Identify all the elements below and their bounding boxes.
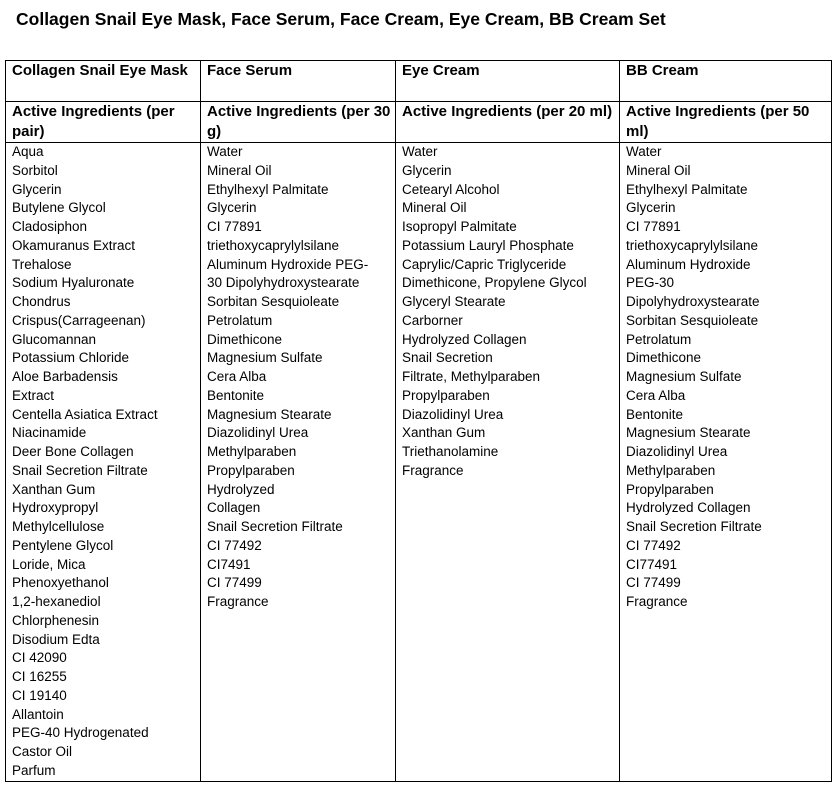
ingredient-item: Sodium Hyaluronate: [12, 275, 135, 291]
ingredient-item: Collagen: [207, 500, 261, 516]
ingredient-item: Xanthan Gum: [12, 481, 96, 497]
ingredient-item: Diazolidinyl Urea: [626, 444, 728, 459]
page-title: Collagen Snail Eye Mask, Face Serum, Face Cream, Eye Cream, BB Cream Set: [16, 9, 666, 29]
ingredient-item: Magnesium Stearate: [626, 425, 751, 441]
ingredient-item: triethoxycaprylylsilane: [207, 237, 340, 253]
ingredient-list-bb-cream: [620, 143, 832, 782]
ingredient-item: PEG-40 Hydrogenated: [12, 725, 149, 741]
ingredient-item: Deer Bone Collagen: [12, 444, 134, 459]
ingredient-item: Magnesium Sulfate: [626, 369, 742, 384]
ingredient-item: 1,2-hexanediol: [12, 594, 101, 609]
ingredient-item: Snail Secretion: [402, 350, 493, 366]
ingredient-item: CI 77891: [626, 219, 681, 234]
ingredient-item: Xanthan Gum: [402, 425, 486, 441]
ingredient-item: Glyceryl Stearate: [402, 294, 506, 309]
ingredient-item: Cera Alba: [626, 387, 686, 403]
ingredient-item: Methylcellulose: [12, 519, 105, 534]
ingredient-item: Butylene Glycol: [12, 200, 106, 216]
ingredient-item: CI 16255: [12, 669, 67, 684]
product-name-cell: Collagen Snail Eye Mask: [6, 61, 201, 102]
ingredient-item: Methylparaben: [207, 444, 297, 459]
ingredient-list-eye-mask: [6, 143, 201, 782]
ingredient-item: Cladosiphon: [12, 219, 88, 234]
ingredient-item: Snail Secretion Filtrate: [12, 462, 148, 478]
ingredient-item: Fragrance: [207, 594, 269, 609]
ingredients-header-row: [6, 102, 832, 143]
ingredient-item: Fragrance: [626, 594, 688, 609]
ingredients-header-cell: Active Ingredients (per pair): [6, 102, 201, 143]
ingredient-item: CI 42090: [12, 650, 67, 666]
ingredient-item: Allantoin: [12, 706, 64, 722]
ingredient-item: Mineral Oil: [402, 200, 467, 216]
ingredient-item: Aluminum Hydroxide: [626, 256, 751, 272]
ingredients-header-cell: Active Ingredients (per 50 ml): [620, 102, 832, 143]
ingredient-item: Cetearyl Alcohol: [402, 181, 500, 197]
ingredient-item: Dimethicone, Propylene Glycol: [402, 275, 587, 291]
ingredient-item: CI 77499: [626, 575, 681, 591]
ingredient-item: Petrolatum: [626, 331, 692, 347]
ingredient-item: Magnesium Stearate: [207, 406, 332, 422]
ingredient-item: Diazolidinyl Urea: [402, 406, 504, 422]
product-name-cell: BB Cream: [620, 61, 832, 102]
ingredient-item: CI77491: [626, 556, 678, 572]
ingredients-header-cell: Active Ingredients (per 20 ml): [396, 102, 620, 143]
ingredient-item: Triethanolamine: [402, 444, 499, 459]
ingredient-item: Diazolidinyl Urea: [207, 425, 309, 441]
ingredient-item: Water: [207, 144, 243, 159]
ingredient-item: Aloe Barbadensis: [12, 369, 118, 384]
ingredient-list-face-serum: [201, 143, 396, 782]
ingredient-item: PEG-30: [626, 275, 675, 291]
ingredient-item: Carborner: [402, 312, 463, 328]
ingredient-item: Glycerin: [626, 200, 676, 216]
ingredient-item: Mineral Oil: [207, 162, 272, 178]
ingredient-item: Mineral Oil: [626, 162, 691, 178]
ingredient-item: 30 Dipolyhydroxystearate: [207, 275, 360, 291]
ingredient-item: CI 77499: [207, 575, 262, 591]
ingredient-item: Isopropyl Palmitate: [402, 219, 517, 234]
ingredient-item: Dipolyhydroxystearate: [626, 294, 760, 309]
ingredient-item: Glycerin: [207, 200, 257, 216]
ingredients-list-row: [6, 143, 832, 782]
ingredient-item: Hydrolyzed: [207, 481, 275, 497]
ingredient-item: Petrolatum: [207, 312, 273, 328]
ingredient-item: Trehalose: [12, 256, 72, 272]
ingredient-item: Niacinamide: [12, 425, 87, 441]
ingredient-item: CI 77492: [626, 537, 681, 553]
ingredient-item: Chondrus: [12, 294, 71, 309]
ingredient-item: Bentonite: [626, 406, 684, 422]
ingredient-item: Disodium Edta: [12, 631, 100, 647]
ingredient-item: Methylparaben: [626, 462, 716, 478]
ingredient-item: Sorbitan Sesquioleate: [207, 294, 340, 309]
ingredient-item: Okamuranus Extract: [12, 237, 136, 253]
ingredient-item: Water: [626, 144, 662, 159]
ingredient-item: Ethylhexyl Palmitate: [626, 181, 748, 197]
ingredients-table: [5, 60, 832, 782]
ingredient-item: Hydroxypropyl: [12, 500, 99, 516]
ingredient-item: Crispus(Carrageenan): [12, 312, 146, 328]
ingredient-item: Aqua: [12, 144, 44, 159]
ingredient-item: Glycerin: [402, 162, 452, 178]
ingredient-item: Extract: [12, 387, 55, 403]
ingredient-item: Dimethicone: [626, 350, 702, 366]
ingredient-item: Sorbitol: [12, 162, 58, 178]
ingredient-item: Phenoxyethanol: [12, 575, 109, 591]
ingredient-item: CI7491: [207, 556, 251, 572]
ingredient-item: Magnesium Sulfate: [207, 350, 323, 366]
ingredient-item: Glycerin: [12, 181, 62, 197]
ingredient-item: Fragrance: [402, 462, 464, 478]
ingredient-item: Centella Asiatica Extract: [12, 406, 158, 422]
product-name-cell: Eye Cream: [396, 61, 620, 102]
ingredient-item: Ethylhexyl Palmitate: [207, 181, 329, 197]
ingredient-item: Propylparaben: [626, 481, 714, 497]
ingredient-item: Water: [402, 144, 438, 159]
ingredients-header-cell: Active Ingredients (per 30 g): [201, 102, 396, 143]
ingredient-list-eye-cream: [396, 143, 620, 782]
ingredient-item: Sorbitan Sesquioleate: [626, 312, 759, 328]
product-name-cell: Face Serum: [201, 61, 396, 102]
ingredient-item: Aluminum Hydroxide PEG-: [207, 256, 369, 272]
ingredient-item: CI 77891: [207, 219, 262, 234]
ingredient-item: Dimethicone: [207, 331, 283, 347]
ingredient-item: Hydrolyzed Collagen: [626, 500, 751, 516]
ingredient-item: Propylparaben: [207, 462, 295, 478]
ingredient-item: Bentonite: [207, 387, 265, 403]
ingredient-item: Potassium Lauryl Phosphate: [402, 237, 574, 253]
ingredient-item: Potassium Chloride: [12, 350, 130, 366]
ingredient-item: Hydrolyzed Collagen: [402, 331, 527, 347]
ingredient-item: Loride, Mica: [12, 556, 86, 572]
ingredient-item: Snail Secretion Filtrate: [626, 519, 762, 534]
ingredient-item: Snail Secretion Filtrate: [207, 519, 343, 534]
ingredient-item: Castor Oil: [12, 744, 73, 759]
ingredient-item: Pentylene Glycol: [12, 537, 114, 553]
ingredient-item: Caprylic/Capric Triglyceride: [402, 256, 567, 272]
ingredient-item: Cera Alba: [207, 369, 267, 384]
ingredient-item: Propylparaben: [402, 387, 490, 403]
ingredient-item: Chlorphenesin: [12, 612, 100, 628]
ingredient-item: triethoxycaprylylsilane: [626, 237, 759, 253]
ingredient-item: Parfum: [12, 762, 56, 778]
ingredient-item: CI 77492: [207, 537, 262, 553]
product-name-row: [6, 61, 832, 102]
ingredient-item: Filtrate, Methylparaben: [402, 369, 541, 384]
ingredient-item: CI 19140: [12, 687, 67, 703]
ingredient-item: Glucomannan: [12, 331, 97, 347]
